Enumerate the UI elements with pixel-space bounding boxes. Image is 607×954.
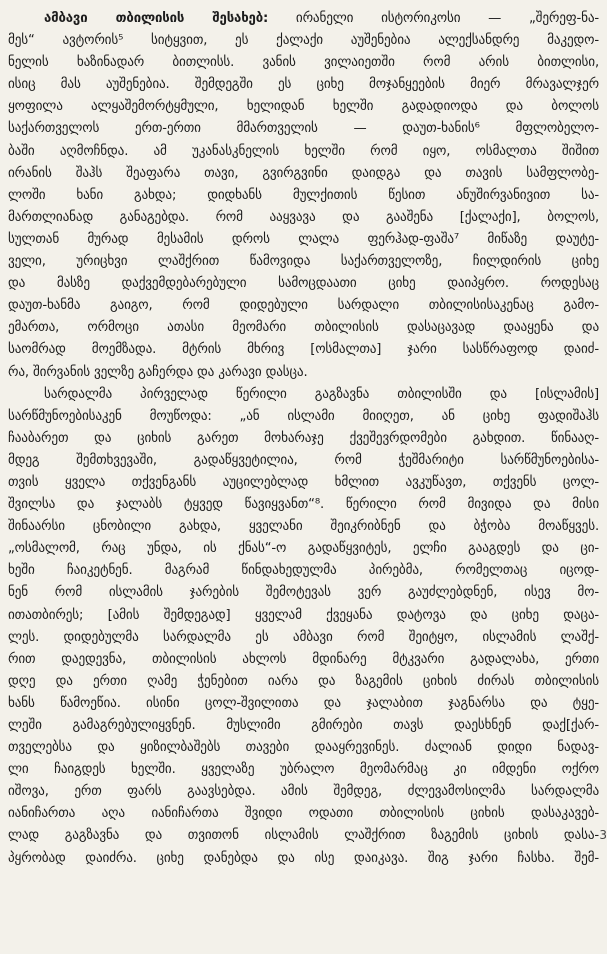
text-line: სარდალმა პირველად წერილი გაგზავნა თბილისში და [ისლამის]	[44, 386, 599, 402]
text-line: თვის ყველა თქვენგანს აუცილებლად ხმლით ავკუწავთ, თქვენს ცოლ-	[8, 474, 599, 490]
text-line: ნელის ხაზინადარ ბითლისს. ვანის ვილაიეთში რომ არის ბითლისი,	[8, 55, 599, 71]
text-line: ველი, ურიცხვი ლაშქრით წამოვიდა საქართველოზე, ჩილდირის ციხე	[8, 254, 599, 270]
text-line: ბაში აღმოჩნდა. ამ უკანასკნელის ხელში რომ იყო, ოსმალთა შიშით	[8, 143, 599, 159]
text-line: იანიჩართა აღა იანიჩართა შვიდი ოდათი თბილისის ციხის დასაკავებ-	[8, 806, 599, 822]
text-line: ხანს წამოეწია. ისინი ცოლ-შვილითა და ჯალაბით ჯაგნარსა და ტყე-	[8, 695, 599, 711]
text-line: ყოფილა ალყაშემორტყმული, ხელიდან ხელში გადადიოდა და ბოლოს	[8, 99, 599, 115]
text-line: პყრობად დაიძრა. ციხე დანებდა და ისე დაიკავა. შიგ ჯარი ჩასხა. შემ-	[8, 850, 599, 866]
body-text	[8, 8, 599, 870]
text-line	[8, 8, 599, 30]
section-heading: ამბავი თბილისის შესახებ:	[44, 11, 269, 26]
text-line: შინაარსი ცნობილი გახდა, ყველანი შეიკრიბნენ და ბჭობა მოაწყვეს.	[8, 519, 599, 535]
text-line: რა, შირვანის ველზე გაჩერდა და კარავი დასცა.	[8, 364, 308, 380]
text-line: ირანის შაჰს შეაფარა თავი, გვირგვინი დაიდგა და თავის სამფლობე-	[8, 165, 599, 181]
text-line: რით დაედევნა, თბილისის ახლოს მდინარე მტკვარი გადალახა, ერთი	[8, 651, 599, 667]
text-line: დაუთ-ხანმა გაიგო, რომ დიდებული სარდალი თბილისისაკენაც გამო-	[8, 298, 599, 314]
text-line: ლად გაგზავნა და თვითონ ისლამის ლაშქრით ზაგემის ციხის დასა-	[8, 828, 599, 844]
text-line: ლოში ხანი გახდა; დიდხანს მულქითის წესით ანუშირვანივით სა-	[8, 187, 599, 203]
margin-mark: 3	[599, 828, 607, 842]
text-line: ხეში ჩაიკეტნენ. მაგრამ წინდახედულმა პირებმა, რომელთაც იცოდ-	[8, 563, 599, 579]
text-line: და მასზე დაქვემდებარებული სამოცდაათი ციხე დაიპყრო. როდესაც	[8, 276, 599, 292]
text-line: მეს“ ავტორის⁵ სიტყვით, ეს ქალაქი აუშენებია ალექსანდრე მაკედო-	[8, 33, 599, 49]
text-line: სულთან მურად მესამის დროს ლალა ფერჰად-ფაშა⁷ მიწაზე დაუტე-	[8, 231, 599, 247]
text-line: ლეში გამაგრებულიყვნენ. მუსლიმი გმირები თავს დაესხნენ დაქ[ქარ-	[8, 718, 599, 733]
text-line: თველებსა და ყიზილბაშებს თავები დააყრევინეს. ძალიან დიდი ნადავ-	[8, 740, 599, 756]
text-line: ითათბირეს; [ამის შემდეგად] ყველამ ქვეყანა დატოვა და ციხე დაცა-	[8, 607, 599, 623]
text-line: დღე და ერთი ღამე ჭენებით იარა და ზაგემის ციხის ძირას თბილისის	[8, 673, 599, 689]
text-line: საქართველოს ერთ-ერთი მმართველის — დაუთ-ხანის⁶ მფლობელო-	[8, 121, 599, 137]
text-line: „ოსმალომ, რაც უნდა, ის ქნას“-ო გადაწყვიტეს, ელჩი გააგდეს და ცი-	[8, 541, 599, 557]
text-line: ჩააბარეთ და ციხის გარეთ მოხარაჯე ქვეშევრდომები გახდით. წინააღ-	[8, 430, 599, 446]
text-line: ისიც მას აუშენებია. შემდეგში ეს ციხე მოჯანყეების მიერ მრავალჯერ	[8, 77, 599, 93]
text-line: ნენ რომ ისლამის ჯარების შემოტევას ვერ გაუძლებდნენ, ისევ მო-	[8, 585, 599, 601]
text-line: ლი ჩაიგდეს ხელში. ყველაზე უბრალო მეომარმაც კი იმდენი ოქრო	[8, 762, 599, 778]
text-line: სარწმუნოებისაკენ მოუწოდა: „ან ისლამი მიიღეთ, ან ციხე ფადიშაჰს	[8, 408, 599, 424]
text-line: იშოვა, ერთ ფარს გაავსებდა. ამის შემდეგ, ძლევამოსილმა სარდალმა	[8, 784, 599, 800]
text-line: მართლიანად განაგებდა. რომ ააყვავა და გააშენა [ქალაქი], ბოლოს,	[8, 209, 599, 225]
text-line: ემართა, ორმოცი ათასი მეომარი თბილისის დასაცავად დააყენა და	[8, 320, 599, 336]
text-line: საომრად მოემზადა. მტრის მხრივ [ოსმალთა] ჯარი სასწრაფოდ დაიძ-	[8, 342, 599, 358]
text-line: ლეს. დიდებულმა სარდალმა ეს ამბავი რომ შეიტყო, ისლამის ლაშქ-	[8, 629, 599, 645]
text-line: შვილსა და ჯალაბს ტყვედ წავიყვანთ“⁸. წერილი რომ მივიდა და მისი	[8, 497, 599, 513]
text-line-content: ირანელი ისტორიკოსი — „შერეფ-ნა-	[295, 11, 599, 26]
text-line: მდეგ შემთხვევაში, გადაწყვეტილია, რომ ჭეშმარიტი სარწმუნოებისა-	[8, 452, 599, 468]
